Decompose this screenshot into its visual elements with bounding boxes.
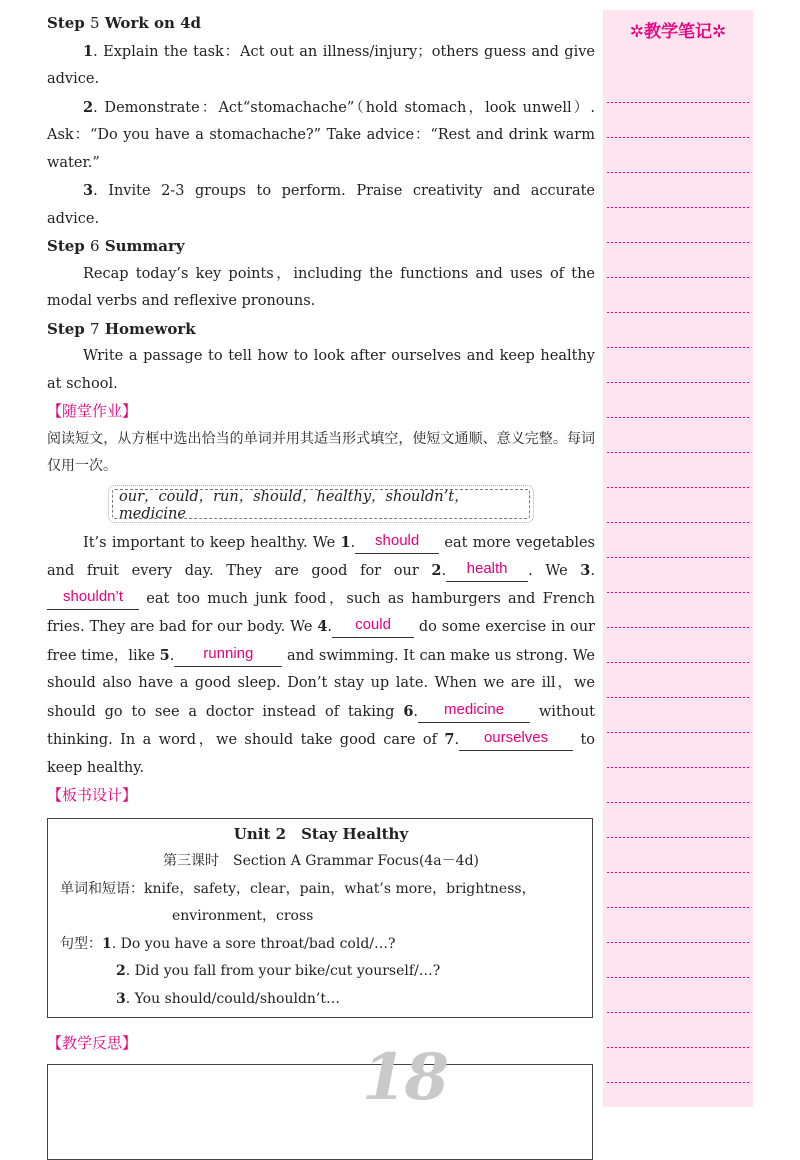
step5-item-3-num: 3: [83, 182, 94, 199]
board-title: Unit 2 Stay Healthy: [233, 824, 409, 843]
teaching-notes-sidebar: [603, 10, 753, 1107]
board-vocab-line1: knife，safety，clear，pain，what’s more，brightness，: [144, 880, 536, 897]
blank-6[interactable]: [418, 702, 530, 723]
step5-item-1: [47, 38, 595, 94]
note-lines[interactable]: [607, 68, 749, 1107]
board-design-box: [47, 818, 593, 1019]
passage-text-5: and swimming. It can make us strong. We should also have a good sleep. Don’t stay up late. When we are ill，we should go to see a doctor instead of taking: [47, 647, 595, 720]
step6-title: Summary: [104, 237, 185, 255]
teaching-notes-title: ✲教学笔记✲: [629, 22, 727, 42]
cloze-passage: It’s important to keep healthy. We 1. should eat more vegetables and fruit every day. They are good for our 2. health . We 3.shouldn’t eat too much junk food，such as hamburgers and French fries. They are bad for our body. We 4. could do some exercise in our free time，like 5. running and swimming. It can make us strong. We should also have a good sleep. Don’t stay up late. When we are ill，we should go to see a doctor instead of taking 6. medicine without thinking. In a word，we should take good care of 7. ourselves to keep healthy.: [47, 531, 596, 776]
page-number: 18: [362, 1040, 448, 1115]
step7-text: Write a passage to tell how to look after ourselves and keep healthy at school.: [47, 348, 595, 392]
blank-3[interactable]: [47, 589, 139, 610]
step5-item-2: [47, 94, 595, 178]
step6-label: Step: [47, 237, 85, 255]
reflection-box[interactable]: [47, 1064, 593, 1160]
step5-item-3: [47, 177, 595, 233]
word-box: our，could，run，should，healthy，shouldn’t，medicine: [112, 489, 530, 519]
step5-item-2-text: . Demonstrate：Act“stomachache”（hold stomach，look unwell）. Ask：“Do you have a stomachache?” Take advice：“Rest and drink warm water.”: [47, 99, 595, 171]
lesson-content: [47, 10, 595, 1160]
step5-label: Step: [47, 14, 85, 32]
step7-num: 7: [90, 319, 100, 338]
answer-6: medicine: [444, 700, 505, 718]
board-sentence-3-num: 3: [116, 990, 126, 1007]
blank-2-num: 2: [431, 562, 442, 579]
step5-item-1-text: . Explain the task：Act out an illness/injury；others guess and give advice.: [47, 43, 595, 87]
step5-heading: [47, 10, 595, 38]
step5-title: Work on 4d: [104, 14, 202, 32]
step5-item-2-num: 2: [83, 98, 94, 116]
board-sentence-3-text: . You should/could/shouldn’t…: [125, 990, 340, 1007]
passage-text-6: without thinking. In a word，we should take good care of: [47, 703, 596, 748]
blank-2[interactable]: [446, 561, 528, 582]
passage-text-3: eat too much junk food，such as hamburgers and French fries. They are bad for our body. We: [47, 590, 595, 635]
blank-3-num: 3: [580, 562, 591, 579]
answer-4: could: [355, 616, 391, 633]
blank-1-num: 1: [340, 533, 351, 551]
step5-item-3-text: . Invite 2-3 groups to perform. Praise creativity and accurate advice.: [47, 183, 595, 227]
board-heading: 【板书设计】: [47, 786, 138, 804]
blank-1[interactable]: [355, 533, 439, 554]
board-sentence-3: [60, 986, 582, 1014]
step6-heading: [47, 233, 595, 261]
board-sentence-1-num: 1: [102, 935, 112, 952]
exercise-heading: 【随堂作业】: [47, 402, 138, 420]
answer-3: shouldn’t: [62, 587, 124, 605]
blank-4[interactable]: [332, 617, 414, 638]
answer-5: running: [203, 644, 254, 662]
exercise-instruction: 阅读短文，从方框中选出恰当的单词并用其适当形式填空，使短文通顺、意义完整。每词仅用一次。: [47, 430, 595, 474]
board-subtitle: 第三课时 Section A Grammar Focus(4a－4d): [162, 853, 479, 869]
passage-text-4: do some exercise in our free time，like: [47, 619, 595, 664]
board-sentence-1-text: . Do you have a sore throat/bad cold/…?: [111, 935, 396, 952]
step7-heading: [47, 316, 595, 344]
passage-text-2: . We: [528, 563, 581, 579]
step5-item-1-num: 1: [83, 42, 94, 60]
step6-num: 6: [90, 237, 100, 255]
blank-5-num: 5: [159, 646, 170, 664]
answer-1: should: [375, 531, 420, 549]
board-sentence-2-num: 2: [116, 963, 126, 979]
blank-5[interactable]: [174, 646, 282, 667]
board-vocab-cont: environment，cross: [172, 908, 314, 924]
answer-2: health: [466, 560, 508, 577]
blank-6-num: 6: [403, 702, 414, 720]
board-sentence-2-text: . Did you fall from your bike/cut yourself/…?: [125, 963, 441, 979]
passage-text-7: to keep healthy.: [47, 732, 596, 776]
reflection-heading: 【教学反思】: [47, 1034, 138, 1052]
blank-7[interactable]: [459, 730, 573, 751]
board-sentence-2: [60, 958, 582, 986]
board-vocab-label: 单词和短语：: [60, 880, 144, 897]
passage-text-1: eat more vegetables and fruit every day. They are good for our: [47, 534, 595, 579]
blank-7-num: 7: [444, 731, 455, 748]
answer-7: ourselves: [483, 729, 549, 746]
step6-text: Recap today’s key points，including the functions and uses of the modal verbs and reflexive pronouns.: [47, 265, 595, 309]
passage-text-0: It’s important to keep healthy. We: [83, 534, 341, 551]
board-sentence-label: 句型：: [60, 935, 102, 952]
step5-num: 5: [90, 14, 100, 32]
step7-label: Step: [47, 319, 85, 338]
board-sentence-1: [60, 931, 582, 959]
blank-4-num: 4: [317, 618, 328, 635]
board-vocab: [60, 876, 582, 904]
step7-title: Homework: [104, 319, 196, 338]
